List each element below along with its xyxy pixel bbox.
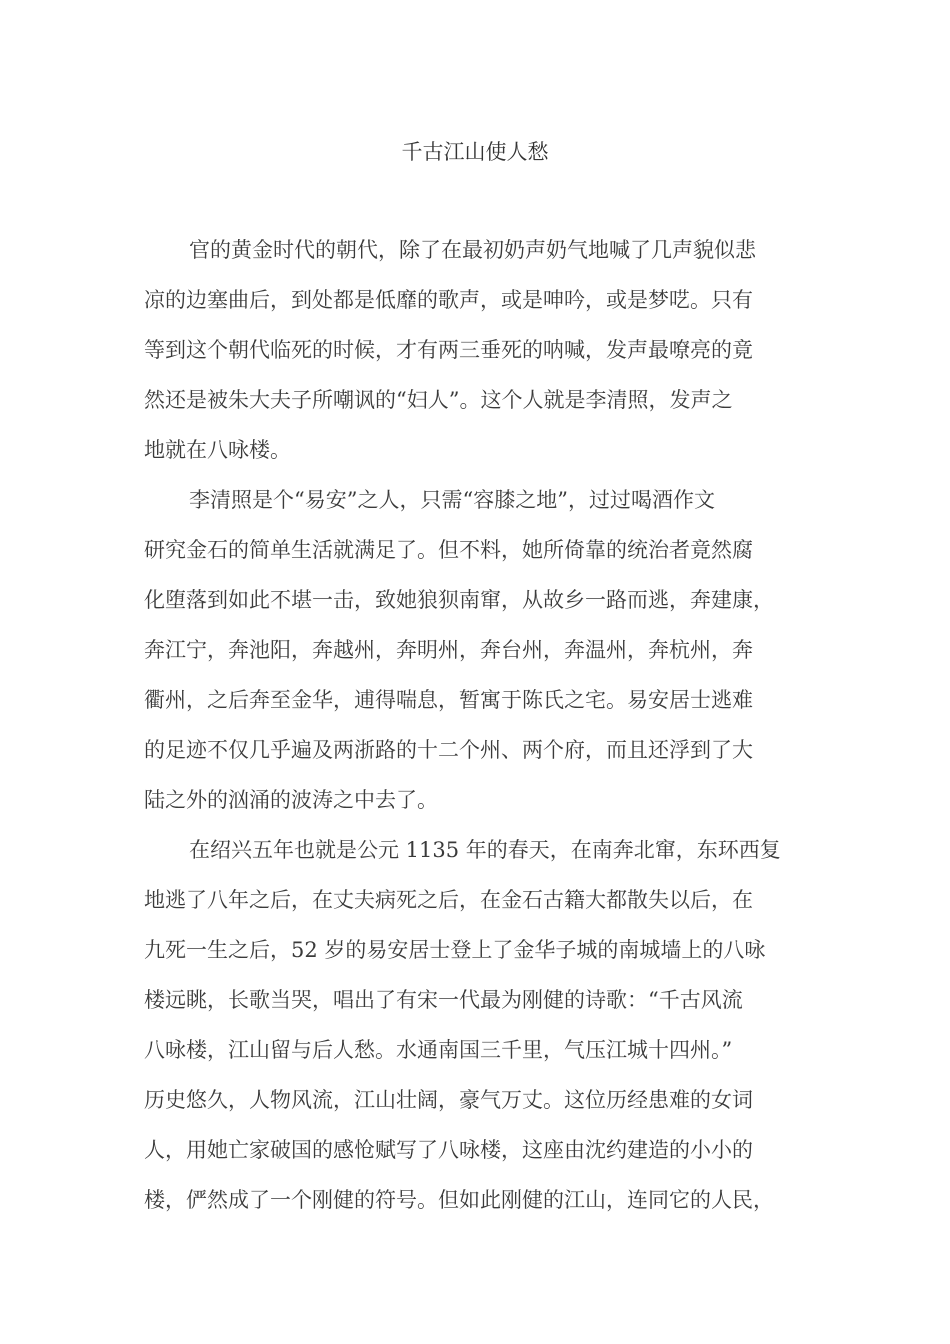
paragraph-3 [144, 835, 824, 1235]
paragraph-line: 化堕落到如此不堪一击，致她狼狈南窜，从故乡一路而逃，奔建康， [144, 588, 774, 612]
paragraph-line: 的足迹不仅几乎遍及两浙路的十二个州、两个府，而且还浮到了大 [144, 738, 753, 762]
paragraph-line: 然还是被朱大夫子所嘲讽的“妇人”。这个人就是李清照，发声之 [144, 388, 733, 412]
paragraph-line: 等到这个朝代临死的时候，才有两三垂死的呐喊，发声最嘹亮的竟 [144, 338, 753, 362]
paragraph-line: 奔江宁，奔池阳，奔越州，奔明州，奔台州，奔温州，奔杭州，奔 [144, 638, 753, 662]
paragraph-line: 楼，俨然成了一个刚健的符号。但如此刚健的江山，连同它的人民， [144, 1188, 774, 1212]
document-title: 千古江山使人愁 [401, 140, 549, 164]
paragraph-line: 人，用她亡家破国的感怆赋写了八咏楼，这座由沈约建造的小小的 [144, 1138, 753, 1162]
paragraph-1 [144, 235, 824, 485]
paragraph-line: 研究金石的简单生活就满足了。但不料，她所倚靠的统治者竟然腐 [144, 538, 753, 562]
paragraph-line: 衢州，之后奔至金华，逋得喘息，暂寓于陈氏之宅。易安居士逃难 [144, 688, 753, 712]
paragraph-line: 地就在八咏楼。 [144, 438, 291, 462]
paragraph-line: 在绍兴五年也就是公元 1135 年的春天，在南奔北窜，东环西复 [189, 838, 781, 862]
paragraph-2 [144, 485, 824, 835]
paragraph-line: 凉的边塞曲后，到处都是低靡的歌声，或是呻吟，或是梦呓。只有 [144, 288, 753, 312]
document-body [144, 235, 824, 1235]
paragraph-line: 历史悠久，人物风流，江山壮阔，豪气万丈。这位历经患难的女词 [144, 1088, 753, 1112]
paragraph-line: 九死一生之后，52 岁的易安居士登上了金华子城的南城墙上的八咏 [144, 938, 766, 962]
paragraph-line: 官的黄金时代的朝代，除了在最初奶声奶气地喊了几声貌似悲 [189, 238, 756, 262]
paragraph-line: 八咏楼，江山留与后人愁。水通南国三千里，气压江城十四州。” [144, 1038, 733, 1062]
paragraph-line: 李清照是个“易安”之人，只需“容膝之地”，过过喝酒作文 [189, 488, 715, 512]
paragraph-line: 陆之外的汹涌的波涛之中去了。 [144, 788, 438, 812]
paragraph-line: 地逃了八年之后，在丈夫病死之后，在金石古籍大都散失以后，在 [144, 888, 753, 912]
paragraph-line: 楼远眺，长歌当哭，唱出了有宋一代最为刚健的诗歌：“千古风流 [144, 988, 743, 1012]
